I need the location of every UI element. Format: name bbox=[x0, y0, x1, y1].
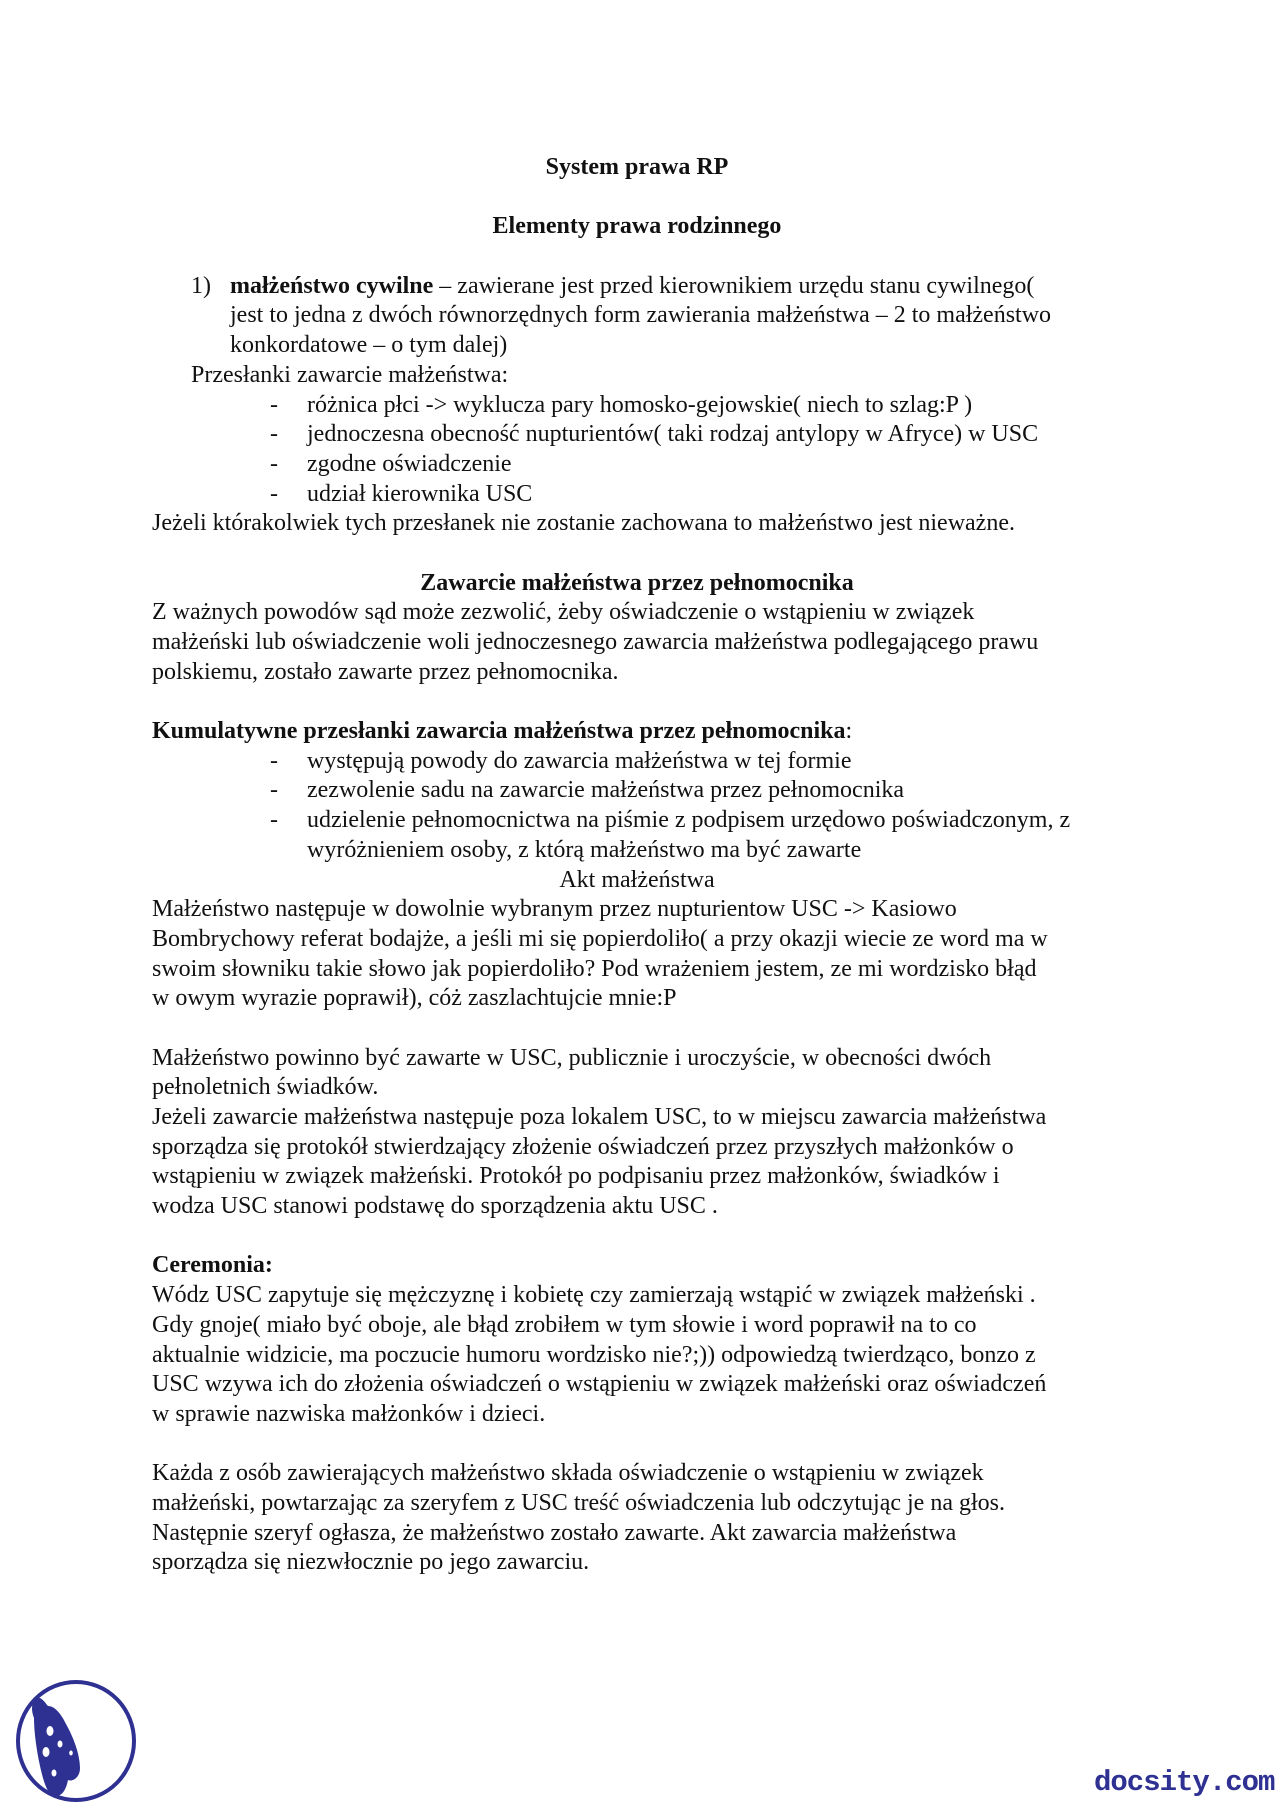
paragraph-line: polskiemu, zostało zawarte przez pełnomocnika. bbox=[152, 658, 619, 685]
list-label: Przesłanki zawarcie małżeństwa: bbox=[191, 361, 509, 388]
list-item: - zezwolenie sadu na zawarcie małżeństwa przez pełnomocnika bbox=[270, 777, 905, 804]
section-heading: Akt małżeństwa bbox=[559, 866, 715, 893]
item-continuation: konkordatowe – o tym dalej) bbox=[230, 332, 508, 359]
paragraph-line: małżeński, powtarzając za szeryfem z USC treść oświadczenia lub odczytując je na głos. bbox=[152, 1489, 1005, 1516]
paragraph-line: USC wzywa ich do złożenia oświadczeń o wstąpieniu w związek małżeński oraz oświadczeń bbox=[152, 1371, 1047, 1398]
paragraph-line: sporządza się niezwłocznie po jego zawarciu. bbox=[152, 1549, 590, 1576]
list-item: - jednoczesna obecność nupturientów( taki rodzaj antylopy w Afryce) w USC bbox=[270, 421, 1039, 448]
paragraph-line: Jeżeli którakolwiek tych przesłanek nie zostanie zachowana to małżeństwo jest nieważne. bbox=[152, 510, 1015, 537]
docsity-brand-text: docsity.com bbox=[1094, 1766, 1275, 1799]
list-item: - udzielenie pełnomocnictwa na piśmie z podpisem urzędowo poświadczonym, z bbox=[270, 807, 1071, 834]
paragraph-line: swoim słowniku takie słowo jak popierdoliło? Pod wrażeniem jestem, ze mi wordzisko błąd bbox=[152, 955, 1037, 982]
paragraph-line: sporządza się protokół stwierdzający złożenie oświadczeń przez przyszłych małżonków o bbox=[152, 1133, 1014, 1160]
paragraph-line: Małżeństwo następuje w dowolnie wybranym przez nupturientow USC -> Kasiowo bbox=[152, 896, 957, 923]
paragraph-line: Gdy gnoje( miało być oboje, ale błąd zrobiłem w tym słowie i word poprawił na to co bbox=[152, 1311, 977, 1338]
list-item: - udział kierownika USC bbox=[270, 480, 533, 507]
document-body bbox=[152, 153, 1142, 1578]
section-heading: Elementy prawa rodzinnego bbox=[492, 213, 782, 240]
list-item: - występują powody do zawarcia małżeństwa w tej formie bbox=[270, 747, 852, 774]
item-number: 1) bbox=[191, 272, 211, 299]
paragraph-line: małżeński lub oświadczenie woli jednoczesnego zawarcia małżeństwa podlegającego prawu bbox=[152, 629, 1039, 655]
paragraph-line: Każda z osób zawierających małżeństwo składa oświadczenie o wstąpieniu w związek bbox=[152, 1460, 984, 1487]
paragraph-line: w owym wyrazie poprawił), cóż zaszlachtujcie mnie:P bbox=[152, 985, 677, 1012]
paragraph-line: aktualnie widzicie, ma poczucie humoru wordzisko nie?;)) odpowiedzą twierdząco, bonzo z bbox=[152, 1341, 1036, 1368]
numbered-item: 1) małżeństwo cywilne – zawierane jest przed kierownikiem urzędu stanu cywilnego( bbox=[152, 272, 1142, 302]
list-item: - różnica płci -> wyklucza pary homosko-gejowskie( niech to szlag:P ) bbox=[270, 391, 973, 418]
paragraph-line: Z ważnych powodów sąd może zezwolić, żeby oświadczenie o wstąpieniu w związek bbox=[152, 599, 975, 626]
paragraph-line: Następnie szeryf ogłasza, że małżeństwo zostało zawarte. Akt zawarcia małżeństwa bbox=[152, 1519, 957, 1546]
paragraph-line: pełnoletnich świadków. bbox=[152, 1074, 379, 1101]
paragraph-line: Bombrychowy referat bodajże, a jeśli mi się popierdoliło( a przy okazji wiecie ze word ma w bbox=[152, 925, 1048, 952]
paragraph-line: Wódz USC zapytuje się mężczyznę i kobietę czy zamierzają wstąpić w związek małżeński . bbox=[152, 1282, 1036, 1309]
item-continuation: jest to jedna z dwóch równorzędnych form zawierania małżeństwa – 2 to małżeństwo bbox=[230, 302, 1052, 329]
list-item: - zgodne oświadczenie bbox=[270, 450, 512, 477]
item-term: małżeństwo cywilne bbox=[230, 272, 434, 299]
paragraph-line: wstąpieniu w związek małżeński. Protokół po podpisaniu przez małżonków, świadków i bbox=[152, 1163, 1000, 1190]
section-heading: Zawarcie małżeństwa przez pełnomocnika bbox=[420, 569, 854, 596]
section-heading: Ceremonia: bbox=[152, 1252, 273, 1279]
list-item-continuation: wyróżnieniem osoby, z którą małżeństwo ma być zawarte bbox=[307, 836, 862, 863]
docsity-logo-icon bbox=[14, 1678, 138, 1804]
document-title: System prawa RP bbox=[545, 154, 729, 180]
paragraph-line: wodza USC stanowi podstawę do sporządzenia aktu USC . bbox=[152, 1193, 718, 1220]
paragraph-line: w sprawie nazwiska małżonków i dzieci. bbox=[152, 1400, 546, 1427]
paragraph-line: Jeżeli zawarcie małżeństwa następuje poza lokalem USC, to w miejscu zawarcia małżeństwa bbox=[152, 1104, 1047, 1130]
paragraph-line: Małżeństwo powinno być zawarte w USC, publicznie i uroczyście, w obecności dwóch bbox=[152, 1044, 992, 1071]
section-heading: Kumulatywne przesłanki zawarcia małżeństwa przez pełnomocnika: bbox=[152, 718, 853, 745]
